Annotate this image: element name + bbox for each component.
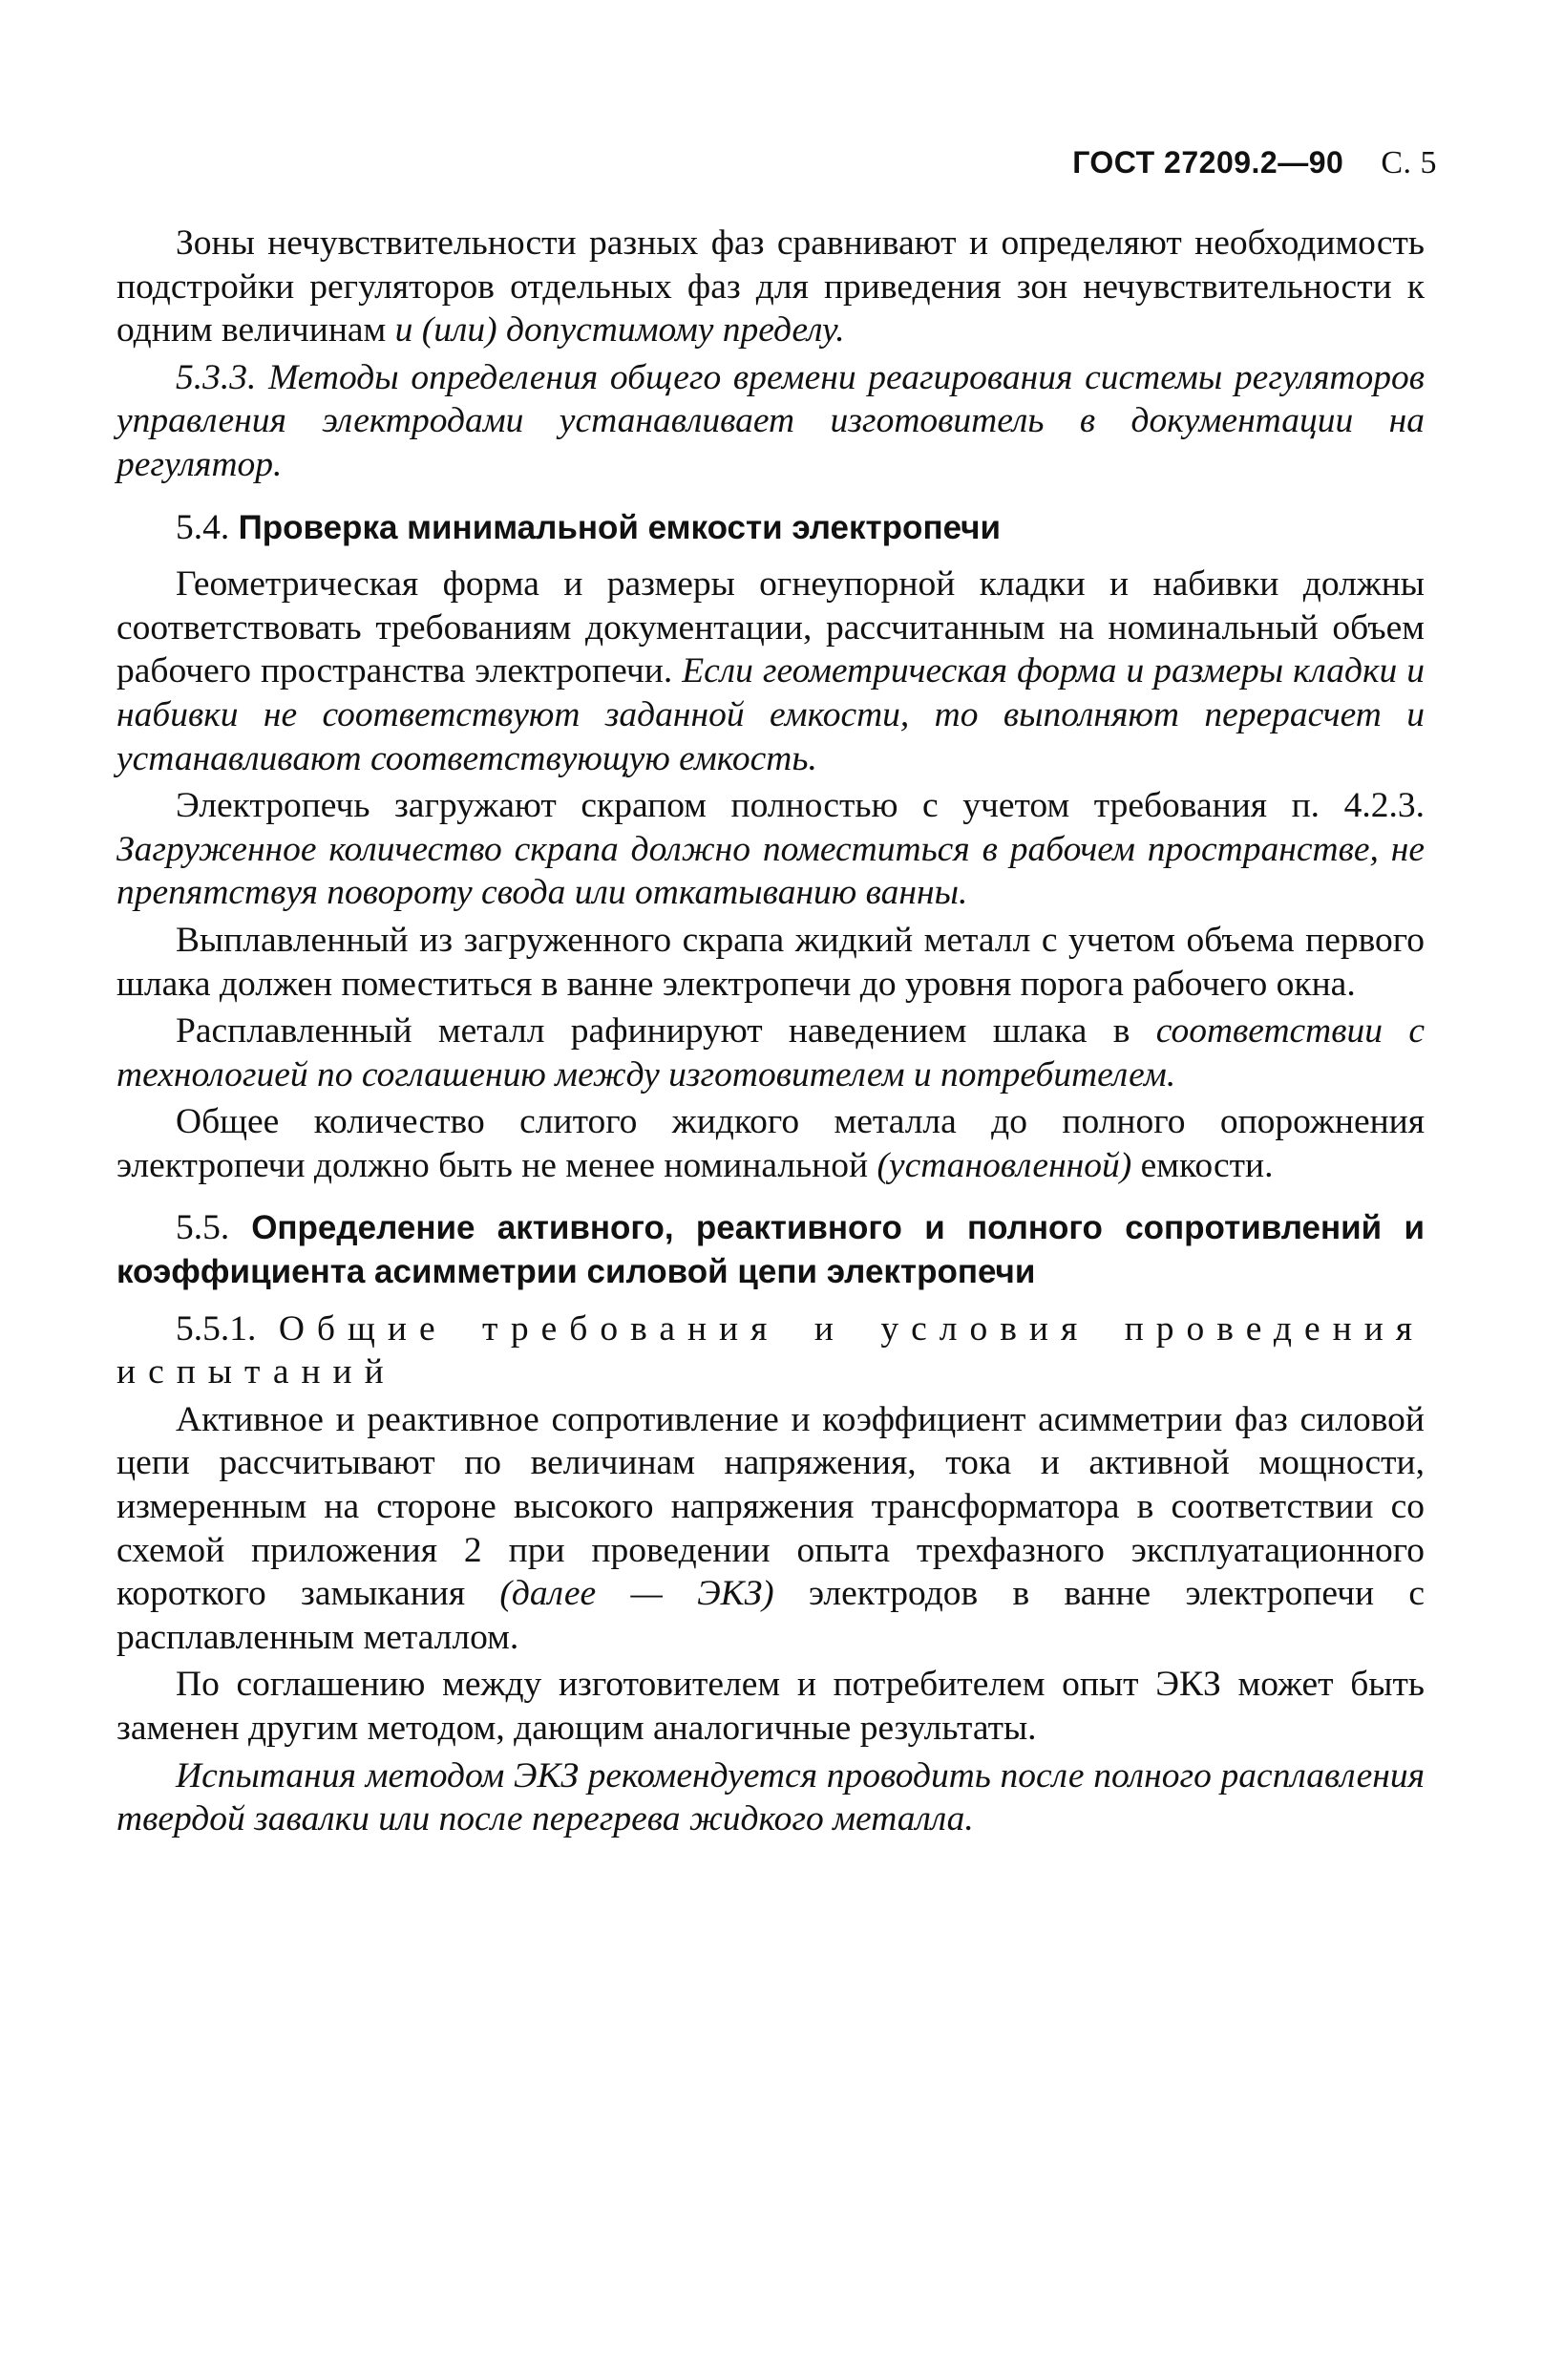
subsection-number: 5.5.1.	[176, 1308, 257, 1349]
standard-number: ГОСТ 27209.2—90	[1072, 145, 1344, 180]
paragraph-text: Выплавленный из загруженного скрапа жидкий металл с учетом объема первого шлака должен поместиться в ванне электропечи до уровня порога рабочего окна.	[116, 920, 1425, 1004]
page-header	[1072, 145, 1437, 181]
paragraph-text: емкости.	[1131, 1145, 1274, 1185]
page-number: С. 5	[1381, 145, 1437, 181]
paragraph-agreement	[116, 1663, 1425, 1750]
paragraph-text: Зоны нечувствительности разных фаз сравнивают и определяют необходимость подстройки регуляторов отдельных фаз для приведения зон нечувствительности к одним величинам	[116, 223, 1425, 351]
paragraph-italic-text: Испытания методом ЭКЗ рекомендуется проводить после полного расплавления твердой завалки или после перегрева жидкого металла.	[116, 1755, 1425, 1839]
paragraph-tapped-metal	[116, 1100, 1425, 1187]
document-body	[116, 222, 1425, 1845]
paragraph-text: По соглашению между изготовителем и потребителем опыт ЭКЗ может быть заменен другим методом, дающим аналогичные результаты.	[116, 1665, 1425, 1748]
paragraph-refining	[116, 1009, 1425, 1096]
paragraph-italic-text: Если геометрическая форма и размеры кладки и набивки не соответствуют заданной емкости, то выполняют перерасчет и устанавливают соответствующую емкость.	[116, 651, 1425, 778]
paragraph-5-3-3	[116, 356, 1425, 487]
paragraph-italic-text: Загруженное количество скрапа должно поместиться в рабочем пространстве, не препятствуя повороту свода или откатыванию ванны.	[116, 829, 1425, 913]
paragraph-scrap-loading	[116, 784, 1425, 915]
paragraph-italic-text: (далее — ЭКЗ)	[499, 1574, 774, 1614]
paragraph-text: Электропечь загружают скрапом полностью с учетом требования п. 4.2.3.	[176, 786, 1425, 826]
paragraph-text: электродов в ванне электропечи с расплавленным металлом.	[116, 1574, 1425, 1657]
paragraph-molten-metal	[116, 919, 1425, 1006]
paragraph-text: Расплавленный металл рафинируют наведением шлака в	[176, 1011, 1156, 1052]
paragraph-text: Геометрическая форма и размеры огнеупорной кладки и набивки должны соответствовать требованиям документации, рассчитанным на номинальный объем рабочего пространства электропечи.	[116, 564, 1425, 691]
paragraph-resistance	[116, 1398, 1425, 1660]
paragraph-geometry	[116, 563, 1425, 780]
paragraph-italic-text: и (или) допустимому пределу.	[394, 310, 845, 351]
subsection-title: Общие требования и условия проведения испытаний	[116, 1308, 1426, 1392]
section-title: Проверка минимальной емкости электропечи	[238, 508, 1002, 546]
paragraph-zones	[116, 222, 1425, 352]
paragraph-italic-text: (установленной)	[877, 1145, 1132, 1185]
paragraph-italic-text: 5.3.3. Методы определения общего времени реагирования системы регуляторов управления электродами устанавливает изготовитель в документации на регулятор.	[116, 357, 1425, 484]
paragraph-text: Активное и реактивное сопротивление и коэффициент асимметрии фаз силовой цепи рассчитывают по величинам напряжения, тока и активной мощности, измеренным на стороне высокого напряжения трансформатора в соответствии со схемой приложения 2 при проведении опыта трехфазного эксплуатационного короткого замыкания	[116, 1399, 1425, 1614]
section-heading-5-4	[116, 506, 1425, 550]
section-heading-5-5	[116, 1206, 1425, 1293]
paragraph-testing-recommendation	[116, 1754, 1425, 1841]
section-number: 5.5.	[176, 1208, 230, 1248]
section-title: Определение активного, реактивного и полного сопротивлений и коэффициента асимметрии силовой цепи электропечи	[116, 1209, 1425, 1291]
section-number: 5.4.	[176, 507, 230, 547]
subsection-heading-5-5-1	[116, 1307, 1425, 1394]
paragraph-italic-text: соответствии с технологией по соглашению между изготовителем и потребителем.	[116, 1011, 1426, 1094]
paragraph-text: Общее количество слитого жидкого металла до полного опорожнения электропечи должно быть не менее номинальной	[116, 1102, 1425, 1185]
